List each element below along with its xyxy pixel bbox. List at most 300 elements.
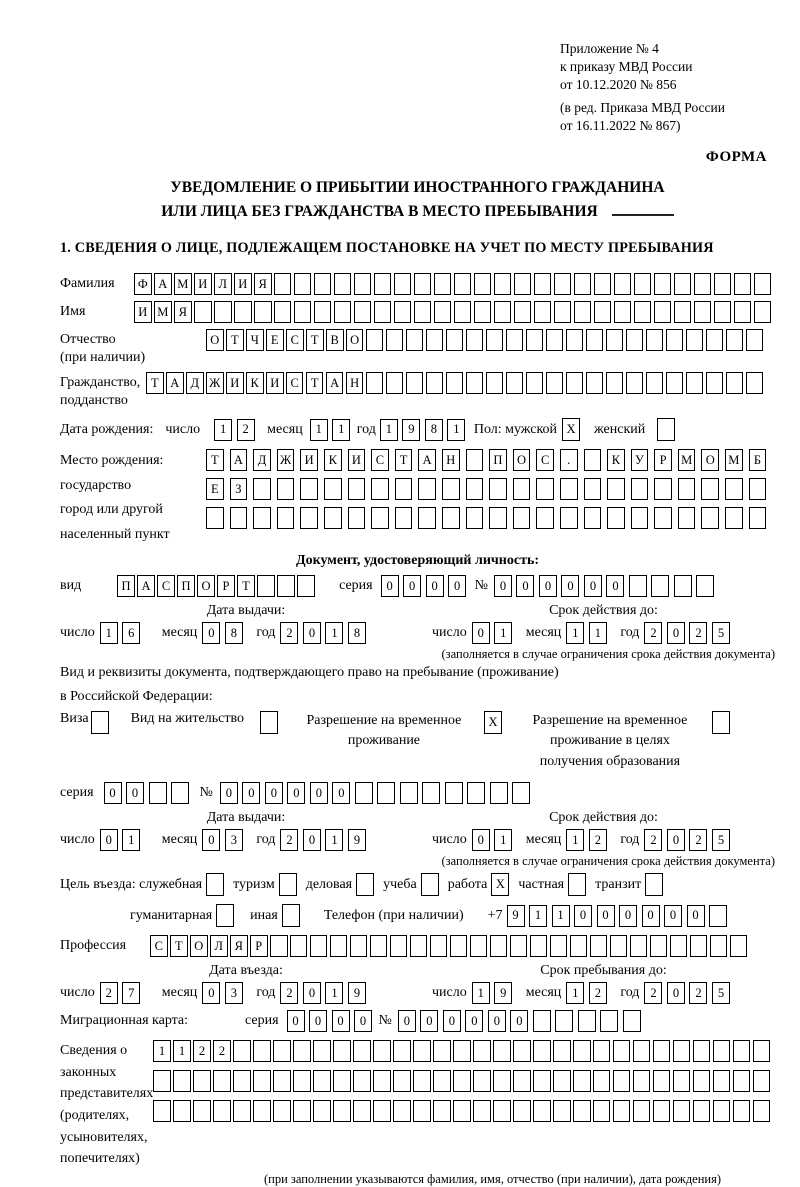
char-box[interactable]: 2: [589, 982, 607, 1004]
char-box[interactable]: 0: [126, 782, 144, 804]
char-box[interactable]: [149, 782, 167, 804]
char-box[interactable]: 1: [325, 982, 343, 1004]
char-box[interactable]: [670, 935, 688, 957]
char-box[interactable]: [593, 1100, 611, 1122]
char-box[interactable]: [473, 1100, 491, 1122]
char-box[interactable]: [613, 1040, 631, 1062]
char-box[interactable]: [634, 301, 652, 323]
char-box[interactable]: [713, 1040, 731, 1062]
char-box[interactable]: [333, 1100, 351, 1122]
char-box[interactable]: [566, 329, 584, 351]
char-box[interactable]: Т: [146, 372, 164, 394]
char-box[interactable]: [466, 449, 484, 471]
char-box[interactable]: [753, 1100, 771, 1122]
char-box[interactable]: [354, 273, 372, 295]
char-box[interactable]: [213, 1070, 231, 1092]
char-box[interactable]: 2: [644, 829, 662, 851]
char-box[interactable]: [366, 329, 384, 351]
char-box[interactable]: [371, 507, 389, 529]
char-box[interactable]: [214, 301, 232, 323]
char-box[interactable]: [651, 575, 669, 597]
char-box[interactable]: [434, 301, 452, 323]
char-box[interactable]: [313, 1100, 331, 1122]
char-box[interactable]: [193, 1070, 211, 1092]
char-box[interactable]: [574, 301, 592, 323]
char-box[interactable]: П: [117, 575, 135, 597]
char-box[interactable]: [678, 507, 696, 529]
char-box[interactable]: Т: [306, 329, 324, 351]
char-box[interactable]: [630, 935, 648, 957]
char-box[interactable]: И: [226, 372, 244, 394]
char-box[interactable]: [633, 1100, 651, 1122]
checkbox[interactable]: X: [491, 873, 509, 896]
char-box[interactable]: 1: [332, 419, 350, 441]
char-box[interactable]: [324, 478, 342, 500]
char-box[interactable]: [512, 782, 530, 804]
char-box[interactable]: [629, 575, 647, 597]
char-box[interactable]: [701, 507, 719, 529]
char-box[interactable]: [253, 507, 271, 529]
char-box[interactable]: [753, 1070, 771, 1092]
char-box[interactable]: [506, 329, 524, 351]
char-box[interactable]: И: [134, 301, 152, 323]
char-box[interactable]: [400, 782, 418, 804]
char-box[interactable]: С: [157, 575, 175, 597]
char-box[interactable]: 2: [280, 622, 298, 644]
char-box[interactable]: 0: [303, 982, 321, 1004]
char-box[interactable]: [725, 478, 743, 500]
char-box[interactable]: [694, 301, 712, 323]
char-box[interactable]: [453, 1040, 471, 1062]
char-box[interactable]: 0: [606, 575, 624, 597]
char-box[interactable]: [290, 935, 308, 957]
char-box[interactable]: [414, 301, 432, 323]
char-box[interactable]: [554, 273, 572, 295]
char-box[interactable]: П: [489, 449, 507, 471]
char-box[interactable]: [584, 449, 602, 471]
char-box[interactable]: О: [197, 575, 215, 597]
char-box[interactable]: [493, 1070, 511, 1092]
char-box[interactable]: Р: [250, 935, 268, 957]
char-box[interactable]: 1: [552, 905, 570, 927]
char-box[interactable]: К: [324, 449, 342, 471]
char-box[interactable]: [714, 273, 732, 295]
char-box[interactable]: А: [326, 372, 344, 394]
char-box[interactable]: [654, 273, 672, 295]
char-box[interactable]: 3: [225, 829, 243, 851]
char-box[interactable]: [253, 1040, 271, 1062]
char-box[interactable]: Т: [395, 449, 413, 471]
char-box[interactable]: [754, 273, 772, 295]
char-box[interactable]: Т: [226, 329, 244, 351]
char-box[interactable]: [213, 1100, 231, 1122]
char-box[interactable]: Д: [186, 372, 204, 394]
char-box[interactable]: [466, 372, 484, 394]
char-box[interactable]: [193, 1100, 211, 1122]
char-box[interactable]: [673, 1040, 691, 1062]
char-box[interactable]: О: [346, 329, 364, 351]
char-box[interactable]: [422, 782, 440, 804]
char-box[interactable]: [607, 478, 625, 500]
char-box[interactable]: [394, 301, 412, 323]
char-box[interactable]: [348, 507, 366, 529]
char-box[interactable]: [453, 1070, 471, 1092]
char-box[interactable]: [534, 273, 552, 295]
char-box[interactable]: [613, 1100, 631, 1122]
char-box[interactable]: [634, 273, 652, 295]
char-box[interactable]: [374, 301, 392, 323]
char-box[interactable]: [706, 329, 724, 351]
char-box[interactable]: О: [513, 449, 531, 471]
char-box[interactable]: .: [560, 449, 578, 471]
char-box[interactable]: [553, 1040, 571, 1062]
char-box[interactable]: [333, 1070, 351, 1092]
char-box[interactable]: [300, 507, 318, 529]
char-box[interactable]: [386, 329, 404, 351]
char-box[interactable]: [584, 478, 602, 500]
char-box[interactable]: [406, 372, 424, 394]
char-box[interactable]: [626, 372, 644, 394]
char-box[interactable]: [297, 575, 315, 597]
char-box[interactable]: [450, 935, 468, 957]
char-box[interactable]: 3: [225, 982, 243, 1004]
char-box[interactable]: [324, 507, 342, 529]
char-box[interactable]: [233, 1100, 251, 1122]
char-box[interactable]: [633, 1040, 651, 1062]
char-box[interactable]: [513, 1040, 531, 1062]
char-box[interactable]: [626, 329, 644, 351]
char-box[interactable]: [725, 507, 743, 529]
char-box[interactable]: [313, 1040, 331, 1062]
char-box[interactable]: 0: [667, 982, 685, 1004]
char-box[interactable]: [233, 1070, 251, 1092]
char-box[interactable]: [490, 782, 508, 804]
char-box[interactable]: [710, 935, 728, 957]
char-box[interactable]: [730, 935, 748, 957]
checkbox[interactable]: [279, 873, 297, 896]
char-box[interactable]: [733, 1070, 751, 1092]
char-box[interactable]: И: [300, 449, 318, 471]
char-box[interactable]: 0: [381, 575, 399, 597]
char-box[interactable]: Ф: [134, 273, 152, 295]
char-box[interactable]: [230, 507, 248, 529]
char-box[interactable]: 1: [447, 419, 465, 441]
char-box[interactable]: 0: [619, 905, 637, 927]
char-box[interactable]: [253, 1100, 271, 1122]
char-box[interactable]: [693, 1100, 711, 1122]
char-box[interactable]: 0: [642, 905, 660, 927]
char-box[interactable]: [753, 1040, 771, 1062]
char-box[interactable]: [454, 273, 472, 295]
char-box[interactable]: [631, 507, 649, 529]
char-box[interactable]: 1: [566, 829, 584, 851]
char-box[interactable]: 0: [443, 1010, 461, 1032]
char-box[interactable]: Н: [346, 372, 364, 394]
char-box[interactable]: [277, 507, 295, 529]
char-box[interactable]: 0: [104, 782, 122, 804]
char-box[interactable]: [573, 1100, 591, 1122]
char-box[interactable]: [586, 372, 604, 394]
char-box[interactable]: [294, 301, 312, 323]
char-box[interactable]: [418, 478, 436, 500]
char-box[interactable]: [393, 1040, 411, 1062]
char-box[interactable]: [445, 782, 463, 804]
char-box[interactable]: [706, 372, 724, 394]
char-box[interactable]: [690, 935, 708, 957]
char-box[interactable]: 8: [225, 622, 243, 644]
char-box[interactable]: [734, 301, 752, 323]
char-box[interactable]: [277, 478, 295, 500]
char-box[interactable]: Д: [253, 449, 271, 471]
char-box[interactable]: 0: [465, 1010, 483, 1032]
char-box[interactable]: [406, 329, 424, 351]
char-box[interactable]: 5: [712, 829, 730, 851]
char-box[interactable]: [594, 273, 612, 295]
char-box[interactable]: [300, 478, 318, 500]
char-box[interactable]: [274, 301, 292, 323]
char-box[interactable]: 0: [403, 575, 421, 597]
char-box[interactable]: Я: [174, 301, 192, 323]
char-box[interactable]: [546, 329, 564, 351]
char-box[interactable]: Н: [442, 449, 460, 471]
char-box[interactable]: 1: [122, 829, 140, 851]
char-box[interactable]: А: [230, 449, 248, 471]
char-box[interactable]: [354, 301, 372, 323]
char-box[interactable]: [353, 1040, 371, 1062]
char-box[interactable]: [610, 935, 628, 957]
char-box[interactable]: О: [190, 935, 208, 957]
char-box[interactable]: Р: [654, 449, 672, 471]
char-box[interactable]: [574, 273, 592, 295]
char-box[interactable]: [466, 329, 484, 351]
char-box[interactable]: [513, 507, 531, 529]
checkbox[interactable]: [282, 904, 300, 927]
char-box[interactable]: [594, 301, 612, 323]
char-box[interactable]: Е: [206, 478, 224, 500]
char-box[interactable]: [273, 1040, 291, 1062]
char-box[interactable]: [413, 1100, 431, 1122]
char-box[interactable]: [533, 1040, 551, 1062]
char-box[interactable]: [393, 1100, 411, 1122]
char-box[interactable]: [510, 935, 528, 957]
char-box[interactable]: [614, 273, 632, 295]
char-box[interactable]: [673, 1100, 691, 1122]
char-box[interactable]: 0: [303, 622, 321, 644]
char-box[interactable]: [173, 1100, 191, 1122]
char-box[interactable]: 1: [325, 829, 343, 851]
char-box[interactable]: 0: [539, 575, 557, 597]
char-box[interactable]: Ж: [277, 449, 295, 471]
char-box[interactable]: 2: [237, 419, 255, 441]
char-box[interactable]: 0: [516, 575, 534, 597]
char-box[interactable]: 1: [214, 419, 232, 441]
char-box[interactable]: [293, 1100, 311, 1122]
char-box[interactable]: 9: [402, 419, 420, 441]
char-box[interactable]: 1: [472, 982, 490, 1004]
char-box[interactable]: [726, 372, 744, 394]
char-box[interactable]: [506, 372, 524, 394]
char-box[interactable]: [442, 478, 460, 500]
char-box[interactable]: 1: [494, 829, 512, 851]
char-box[interactable]: [194, 301, 212, 323]
char-box[interactable]: 0: [664, 905, 682, 927]
char-box[interactable]: [646, 372, 664, 394]
char-box[interactable]: 2: [213, 1040, 231, 1062]
char-box[interactable]: 8: [348, 622, 366, 644]
char-box[interactable]: [373, 1040, 391, 1062]
char-box[interactable]: [334, 301, 352, 323]
char-box[interactable]: 0: [472, 622, 490, 644]
char-box[interactable]: 0: [488, 1010, 506, 1032]
char-box[interactable]: [466, 507, 484, 529]
char-box[interactable]: [534, 301, 552, 323]
char-box[interactable]: [370, 935, 388, 957]
checkbox[interactable]: [421, 873, 439, 896]
char-box[interactable]: [653, 1040, 671, 1062]
char-box[interactable]: 0: [287, 782, 305, 804]
char-box[interactable]: [593, 1070, 611, 1092]
char-box[interactable]: [353, 1070, 371, 1092]
char-box[interactable]: И: [266, 372, 284, 394]
char-box[interactable]: [374, 273, 392, 295]
char-box[interactable]: [555, 1010, 573, 1032]
char-box[interactable]: [353, 1100, 371, 1122]
char-box[interactable]: 0: [420, 1010, 438, 1032]
checkbox[interactable]: [568, 873, 586, 896]
char-box[interactable]: [654, 478, 672, 500]
char-box[interactable]: 0: [303, 829, 321, 851]
char-box[interactable]: [350, 935, 368, 957]
char-box[interactable]: [413, 1070, 431, 1092]
char-box[interactable]: [514, 301, 532, 323]
char-box[interactable]: 2: [644, 622, 662, 644]
char-box[interactable]: 1: [589, 622, 607, 644]
char-box[interactable]: [253, 1070, 271, 1092]
char-box[interactable]: [573, 1070, 591, 1092]
char-box[interactable]: [590, 935, 608, 957]
char-box[interactable]: М: [154, 301, 172, 323]
char-box[interactable]: [473, 1040, 491, 1062]
checkbox[interactable]: [645, 873, 663, 896]
char-box[interactable]: [749, 507, 767, 529]
char-box[interactable]: 0: [494, 575, 512, 597]
char-box[interactable]: Я: [254, 273, 272, 295]
char-box[interactable]: [513, 478, 531, 500]
char-box[interactable]: Е: [266, 329, 284, 351]
char-box[interactable]: [536, 478, 554, 500]
char-box[interactable]: 0: [220, 782, 238, 804]
char-box[interactable]: [486, 372, 504, 394]
char-box[interactable]: [623, 1010, 641, 1032]
char-box[interactable]: С: [286, 329, 304, 351]
char-box[interactable]: [686, 372, 704, 394]
char-box[interactable]: К: [246, 372, 264, 394]
char-box[interactable]: Т: [237, 575, 255, 597]
char-box[interactable]: [678, 478, 696, 500]
char-box[interactable]: 5: [712, 622, 730, 644]
char-box[interactable]: Л: [214, 273, 232, 295]
char-box[interactable]: А: [166, 372, 184, 394]
char-box[interactable]: 1: [153, 1040, 171, 1062]
char-box[interactable]: [546, 372, 564, 394]
char-box[interactable]: 0: [242, 782, 260, 804]
char-box[interactable]: [489, 478, 507, 500]
char-box[interactable]: 0: [574, 905, 592, 927]
char-box[interactable]: [474, 301, 492, 323]
char-box[interactable]: [694, 273, 712, 295]
char-box[interactable]: [446, 329, 464, 351]
char-box[interactable]: [674, 301, 692, 323]
char-box[interactable]: [696, 575, 714, 597]
char-box[interactable]: [490, 935, 508, 957]
char-box[interactable]: [410, 935, 428, 957]
char-box[interactable]: А: [137, 575, 155, 597]
char-box[interactable]: Ч: [246, 329, 264, 351]
char-box[interactable]: [526, 329, 544, 351]
char-box[interactable]: С: [286, 372, 304, 394]
char-box[interactable]: 0: [687, 905, 705, 927]
char-box[interactable]: [726, 329, 744, 351]
char-box[interactable]: 2: [193, 1040, 211, 1062]
char-box[interactable]: 0: [472, 829, 490, 851]
char-box[interactable]: И: [348, 449, 366, 471]
char-box[interactable]: 9: [507, 905, 525, 927]
char-box[interactable]: 2: [689, 982, 707, 1004]
char-box[interactable]: [514, 273, 532, 295]
char-box[interactable]: 0: [309, 1010, 327, 1032]
char-box[interactable]: 1: [529, 905, 547, 927]
char-box[interactable]: Т: [170, 935, 188, 957]
char-box[interactable]: 9: [348, 982, 366, 1004]
char-box[interactable]: З: [230, 478, 248, 500]
char-box[interactable]: 2: [100, 982, 118, 1004]
char-box[interactable]: 2: [689, 622, 707, 644]
char-box[interactable]: Т: [206, 449, 224, 471]
char-box[interactable]: 5: [712, 982, 730, 1004]
char-box[interactable]: [470, 935, 488, 957]
char-box[interactable]: [607, 507, 625, 529]
char-box[interactable]: [530, 935, 548, 957]
char-box[interactable]: [566, 372, 584, 394]
char-box[interactable]: [426, 372, 444, 394]
char-box[interactable]: [494, 301, 512, 323]
char-box[interactable]: 0: [597, 905, 615, 927]
char-box[interactable]: [373, 1070, 391, 1092]
char-box[interactable]: [654, 507, 672, 529]
char-box[interactable]: [734, 273, 752, 295]
char-box[interactable]: [586, 329, 604, 351]
checkbox[interactable]: [91, 711, 109, 734]
char-box[interactable]: 9: [348, 829, 366, 851]
char-box[interactable]: [473, 1070, 491, 1092]
char-box[interactable]: 0: [510, 1010, 528, 1032]
char-box[interactable]: 9: [494, 982, 512, 1004]
char-box[interactable]: [533, 1010, 551, 1032]
char-box[interactable]: Л: [210, 935, 228, 957]
char-box[interactable]: [631, 478, 649, 500]
char-box[interactable]: [454, 301, 472, 323]
char-box[interactable]: А: [418, 449, 436, 471]
checkbox[interactable]: [712, 711, 730, 734]
char-box[interactable]: [733, 1100, 751, 1122]
char-box[interactable]: [310, 935, 328, 957]
char-box[interactable]: [434, 273, 452, 295]
char-box[interactable]: 1: [173, 1040, 191, 1062]
char-box[interactable]: [153, 1070, 171, 1092]
char-box[interactable]: О: [701, 449, 719, 471]
char-box[interactable]: [314, 273, 332, 295]
char-box[interactable]: 0: [287, 1010, 305, 1032]
